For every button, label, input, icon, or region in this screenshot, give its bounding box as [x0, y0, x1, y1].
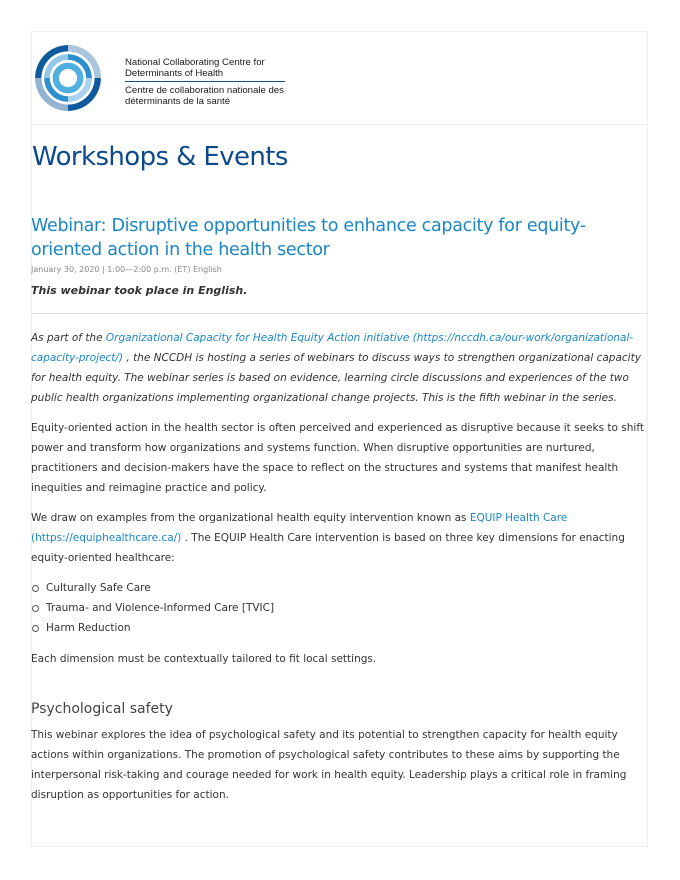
organizational-capacity-link[interactable]: Organizational Capacity for Health Equity Action initiative (https://nccdh.ca/our-work/organizational-capacity-project/) [31, 332, 634, 364]
circle-bullet-icon [32, 605, 39, 612]
list-item [31, 618, 274, 638]
section-heading: Psychological safety [31, 701, 173, 717]
page-title: Workshops & Events [32, 142, 288, 172]
org-name-divider [125, 81, 285, 82]
list-item-label: Harm Reduction [46, 622, 131, 634]
intro-text-after: , the NCCDH is hosting a series of webinars to discuss ways to strengthen organizational capacity for health equity. The webinar series is based on evidence, learning circle discussions and experiences of the two public health organizations implementing organizational change projects. This is the fifth webinar in the series. [31, 352, 641, 404]
org-name [125, 57, 290, 107]
equip-text-before: We draw on examples from the organizational health equity intervention known as [31, 512, 470, 524]
paragraph-disruptive-action: Equity-oriented action in the health sector is often perceived and experienced as disruptive because it seeks to shift power and transform how organizations and systems function. When disruptive opportunities are nurtured, practitioners and decision-makers have the space to reflect on the structures and systems that manifest health inequities and reimagine practice and policy. [31, 422, 644, 494]
dimensions-list [31, 578, 274, 638]
list-item-label: Trauma- and Violence-Informed Care [TVIC] [46, 602, 275, 614]
swirl-globe-logo-icon[interactable] [33, 43, 103, 113]
event-language-note: This webinar took place in English. [31, 284, 248, 297]
equip-health-care-link[interactable]: EQUIP Health Care (https://equiphealthcare.ca/) [31, 512, 568, 544]
list-item-label: Culturally Safe Care [46, 582, 151, 594]
paragraph-equip [31, 508, 649, 568]
circle-bullet-icon [32, 585, 39, 592]
intro-text-before: As part of the [31, 332, 106, 344]
divider [31, 313, 648, 314]
paragraph-tailoring: Each dimension must be contextually tailored to fit local settings. [31, 653, 377, 665]
section-body: This webinar explores the idea of psychological safety and its potential to strengthen capacity for health equity actions within organizations. The promotion of psychological safety contributes to these aims by supporting the interpersonal risk-taking and courage needed for work in health equity. Leadership plays a critical role in framing disruption as opportunities for action. [31, 729, 627, 801]
site-header [31, 31, 648, 125]
equip-text-after: . The EQUIP Health Care intervention is based on three key dimensions for enacting equity-oriented healthcare: [31, 532, 625, 564]
list-item [31, 598, 274, 618]
circle-bullet-icon [32, 625, 39, 632]
event-title: Webinar: Disruptive opportunities to enhance capacity for equity-oriented action in the health sector [31, 216, 586, 260]
list-item [31, 578, 274, 598]
org-name-en: National Collaborating Centre for Determinants of Health [125, 57, 265, 79]
event-meta: January 30, 2020 | 1:00—2:00 p.m. (ET) English [31, 265, 222, 274]
intro-paragraph [31, 328, 649, 408]
org-name-fr: Centre de collaboration nationale des déterminants de la santé [125, 85, 284, 107]
